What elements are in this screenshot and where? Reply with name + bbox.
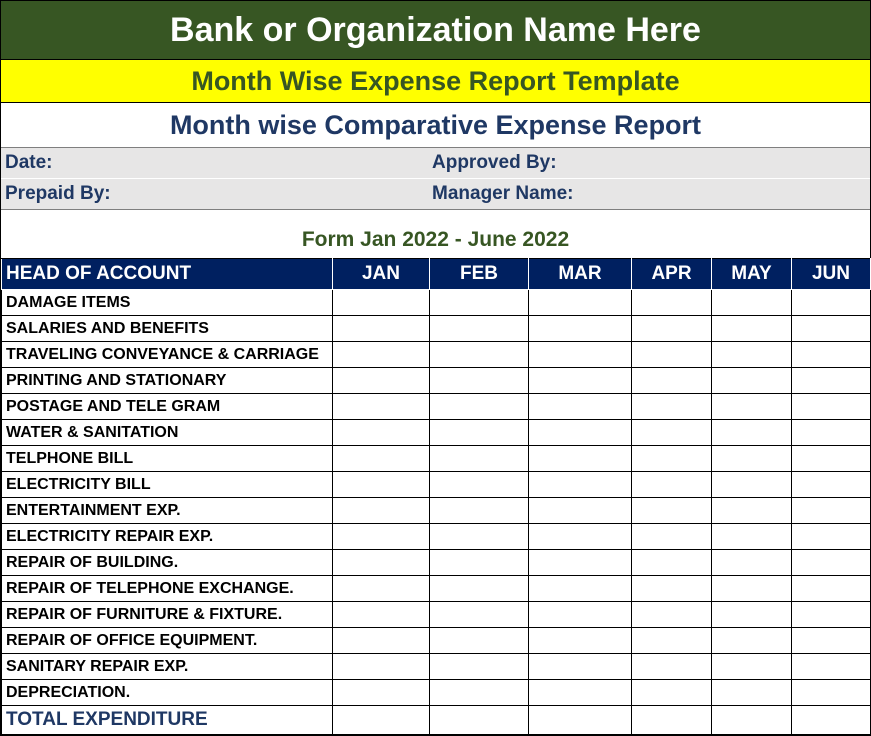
amount-cell-apr[interactable] [632,602,712,628]
amount-cell-jan[interactable] [333,316,430,342]
expense-table [1,258,871,735]
amount-cell-jun[interactable] [792,706,871,735]
amount-cell-feb[interactable] [430,446,529,472]
account-label: SANITARY REPAIR EXP. [2,654,333,680]
account-label: ELECTRICITY BILL [2,472,333,498]
amount-cell-mar[interactable] [529,628,632,654]
table-row [2,394,871,420]
amount-cell-feb[interactable] [430,680,529,706]
prepaid-by-label[interactable]: Prepaid By: [5,183,111,204]
template-title: Month Wise Expense Report Template [1,60,870,103]
amount-cell-jun[interactable] [792,316,871,342]
amount-cell-jun[interactable] [792,654,871,680]
amount-cell-may[interactable] [712,342,792,368]
amount-cell-jan[interactable] [333,472,430,498]
amount-cell-may[interactable] [712,524,792,550]
amount-cell-jun[interactable] [792,498,871,524]
amount-cell-mar[interactable] [529,706,632,735]
amount-cell-mar[interactable] [529,472,632,498]
amount-cell-mar[interactable] [529,524,632,550]
amount-cell-apr[interactable] [632,680,712,706]
amount-cell-jun[interactable] [792,472,871,498]
amount-cell-jun[interactable] [792,368,871,394]
account-label: REPAIR OF BUILDING. [2,550,333,576]
table-row [2,498,871,524]
amount-cell-mar[interactable] [529,576,632,602]
amount-cell-apr[interactable] [632,368,712,394]
month-header-jun: JUN [792,259,871,290]
amount-cell-jan[interactable] [333,680,430,706]
amount-cell-apr[interactable] [632,316,712,342]
account-label: TRAVELING CONVEYANCE & CARRIAGE [2,342,333,368]
amount-cell-mar[interactable] [529,602,632,628]
table-row [2,680,871,706]
amount-cell-jun[interactable] [792,446,871,472]
amount-cell-jun[interactable] [792,342,871,368]
organization-name: Bank or Organization Name Here [1,1,870,60]
amount-cell-jan[interactable] [333,602,430,628]
amount-cell-feb[interactable] [430,706,529,735]
amount-cell-feb[interactable] [430,420,529,446]
amount-cell-jan[interactable] [333,394,430,420]
amount-cell-jun[interactable] [792,680,871,706]
total-row [2,706,871,735]
amount-cell-jan[interactable] [333,290,430,316]
amount-cell-may[interactable] [712,316,792,342]
amount-cell-jun[interactable] [792,524,871,550]
approved-by-label[interactable]: Approved By: [432,152,557,173]
amount-cell-may[interactable] [712,654,792,680]
table-row [2,472,871,498]
amount-cell-feb[interactable] [430,394,529,420]
amount-cell-feb[interactable] [430,524,529,550]
amount-cell-mar[interactable] [529,654,632,680]
amount-cell-apr[interactable] [632,628,712,654]
amount-cell-mar[interactable] [529,394,632,420]
table-row [2,576,871,602]
amount-cell-apr[interactable] [632,654,712,680]
amount-cell-mar[interactable] [529,498,632,524]
report-period: Form Jan 2022 - June 2022 [301,228,570,251]
table-row [2,602,871,628]
amount-cell-jun[interactable] [792,394,871,420]
table-body [2,290,871,735]
account-label: TELPHONE BILL [2,446,333,472]
amount-cell-may[interactable] [712,472,792,498]
month-header-mar: MAR [529,259,632,290]
amount-cell-may[interactable] [712,628,792,654]
info-row-prepaid [1,179,870,210]
amount-cell-may[interactable] [712,498,792,524]
amount-cell-feb[interactable] [430,576,529,602]
month-header-feb: FEB [430,259,529,290]
amount-cell-jun[interactable] [792,602,871,628]
table-row [2,290,871,316]
amount-cell-feb[interactable] [430,550,529,576]
amount-cell-apr[interactable] [632,446,712,472]
amount-cell-jan[interactable] [333,368,430,394]
amount-cell-mar[interactable] [529,680,632,706]
table-row [2,654,871,680]
amount-cell-feb[interactable] [430,290,529,316]
info-row-date [1,148,870,179]
month-header-jan: JAN [333,259,430,290]
report-title: Month wise Comparative Expense Report [1,103,870,148]
amount-cell-apr[interactable] [632,290,712,316]
amount-cell-feb[interactable] [430,316,529,342]
amount-cell-mar[interactable] [529,446,632,472]
table-row [2,524,871,550]
amount-cell-apr[interactable] [632,550,712,576]
amount-cell-mar[interactable] [529,368,632,394]
amount-cell-jan[interactable] [333,498,430,524]
amount-cell-may[interactable] [712,706,792,735]
amount-cell-may[interactable] [712,550,792,576]
table-row [2,316,871,342]
amount-cell-may[interactable] [712,602,792,628]
amount-cell-mar[interactable] [529,290,632,316]
amount-cell-jan[interactable] [333,550,430,576]
amount-cell-jun[interactable] [792,420,871,446]
table-row [2,446,871,472]
account-label: POSTAGE AND TELE GRAM [2,394,333,420]
amount-cell-mar[interactable] [529,420,632,446]
amount-cell-apr[interactable] [632,524,712,550]
amount-cell-apr[interactable] [632,342,712,368]
amount-cell-may[interactable] [712,420,792,446]
total-expenditure-label: TOTAL EXPENDITURE [2,706,333,735]
amount-cell-jan[interactable] [333,420,430,446]
amount-cell-jan[interactable] [333,576,430,602]
amount-cell-may[interactable] [712,290,792,316]
amount-cell-jan[interactable] [333,342,430,368]
amount-cell-apr[interactable] [632,472,712,498]
account-label: SALARIES AND BENEFITS [2,316,333,342]
amount-cell-jan[interactable] [333,446,430,472]
account-label: REPAIR OF TELEPHONE EXCHANGE. [2,576,333,602]
amount-cell-apr[interactable] [632,576,712,602]
amount-cell-feb[interactable] [430,342,529,368]
amount-cell-jun[interactable] [792,550,871,576]
amount-cell-feb[interactable] [430,472,529,498]
account-label: WATER & SANITATION [2,420,333,446]
amount-cell-feb[interactable] [430,368,529,394]
amount-cell-feb[interactable] [430,498,529,524]
amount-cell-may[interactable] [712,680,792,706]
amount-cell-apr[interactable] [632,394,712,420]
month-header-may: MAY [712,259,792,290]
amount-cell-feb[interactable] [430,602,529,628]
account-label: REPAIR OF FURNITURE & FIXTURE. [2,602,333,628]
amount-cell-jan[interactable] [333,628,430,654]
amount-cell-mar[interactable] [529,342,632,368]
amount-cell-may[interactable] [712,368,792,394]
account-label: ELECTRICITY REPAIR EXP. [2,524,333,550]
amount-cell-feb[interactable] [430,654,529,680]
table-row [2,550,871,576]
account-label: PRINTING AND STATIONARY [2,368,333,394]
amount-cell-jun[interactable] [792,576,871,602]
amount-cell-mar[interactable] [529,316,632,342]
table-row [2,420,871,446]
head-of-account-header: HEAD OF ACCOUNT [2,259,333,290]
amount-cell-jan[interactable] [333,706,430,735]
account-label: ENTERTAINMENT EXP. [2,498,333,524]
amount-cell-apr[interactable] [632,706,712,735]
amount-cell-may[interactable] [712,394,792,420]
manager-name-label[interactable]: Manager Name: [432,183,574,204]
amount-cell-apr[interactable] [632,420,712,446]
amount-cell-may[interactable] [712,446,792,472]
table-row [2,368,871,394]
amount-cell-feb[interactable] [430,628,529,654]
amount-cell-mar[interactable] [529,550,632,576]
table-header-row [2,259,871,290]
amount-cell-jan[interactable] [333,524,430,550]
amount-cell-jan[interactable] [333,654,430,680]
amount-cell-jun[interactable] [792,628,871,654]
amount-cell-may[interactable] [712,576,792,602]
account-label: DAMAGE ITEMS [2,290,333,316]
table-row [2,342,871,368]
account-label: REPAIR OF OFFICE EQUIPMENT. [2,628,333,654]
account-label: DEPRECIATION. [2,680,333,706]
amount-cell-jun[interactable] [792,290,871,316]
month-header-apr: APR [632,259,712,290]
table-row [2,628,871,654]
date-label[interactable]: Date: [5,152,53,173]
amount-cell-apr[interactable] [632,498,712,524]
